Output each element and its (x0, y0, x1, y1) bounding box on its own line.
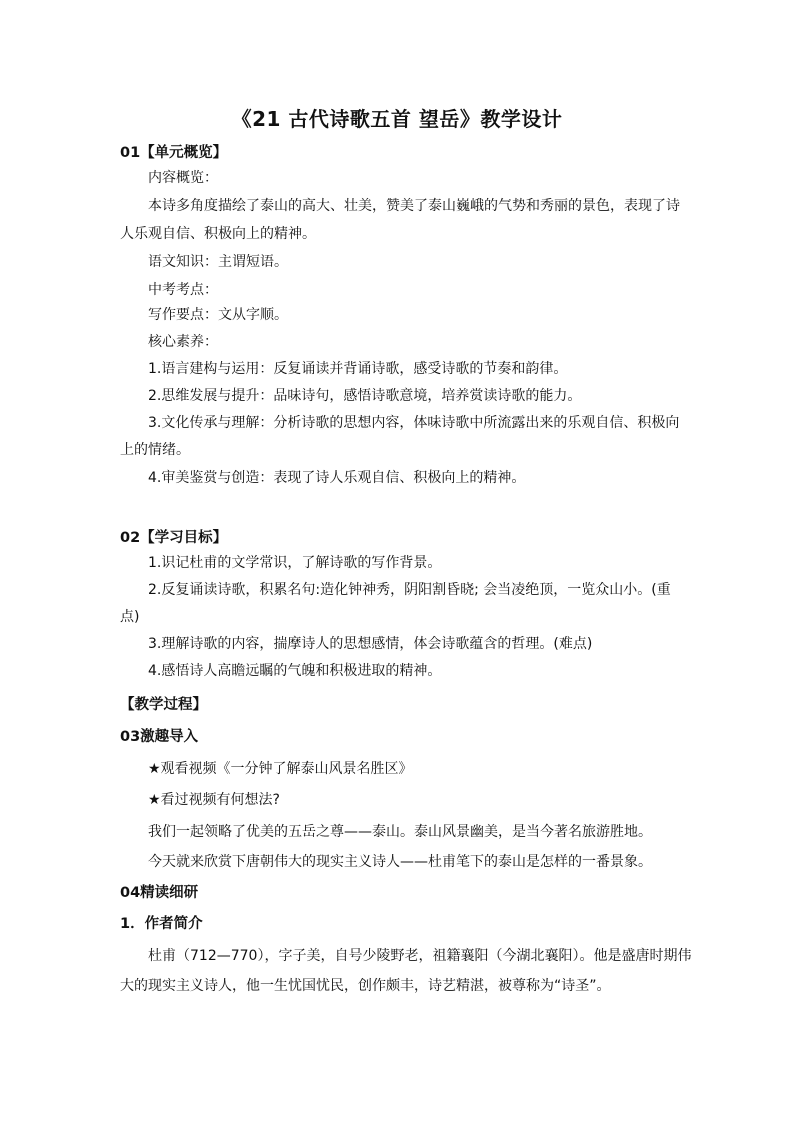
core-literacy-item-2: 2.思维发展与提升：品味诗句，感悟诗歌意境，培养赏读诗歌的能力。 (148, 388, 582, 404)
section-02-heading: 02【学习目标】 (120, 530, 228, 546)
core-literacy-label: 核心素养： (148, 334, 218, 350)
goal-3: 3.理解诗歌的内容，揣摩诗人的思想感情，体会诗歌蕴含的哲理。(难点) (148, 636, 593, 652)
author-intro-heading: 1．作者简介 (120, 916, 203, 932)
author-intro-line-1: 杜甫（712—770），字子美，自号少陵野老，祖籍襄阳（今湖北襄阳）。他是盛唐时期伟 (148, 948, 692, 964)
core-literacy-item-3-line-1: 3.文化传承与理解：分析诗歌的思想内容，体味诗歌中所流露出来的乐观自信、积极向 (148, 415, 680, 431)
author-intro-line-2: 大的现实主义诗人，他一生忧国忧民，创作颇丰，诗艺精湛，被尊称为“诗圣”。 (120, 978, 611, 994)
star-item-2: ★看过视频有何想法? (148, 792, 280, 808)
writing-points: 写作要点：文从字顺。 (148, 307, 288, 323)
section-04-heading: 04精读细研 (120, 885, 199, 901)
content-overview-line-1: 本诗多角度描绘了泰山的高大、壮美，赞美了泰山巍峨的气势和秀丽的景色，表现了诗 (148, 198, 680, 214)
core-literacy-item-3-line-2: 上的情绪。 (120, 442, 190, 458)
goal-4: 4.感悟诗人高瞻远瞩的气魄和积极进取的精神。 (148, 663, 442, 679)
goal-1: 1.识记杜甫的文学常识，了解诗歌的写作背景。 (148, 555, 442, 571)
intro-paragraph-1: 我们一起领略了优美的五岳之尊——泰山。泰山风景幽美，是当今著名旅游胜地。 (148, 824, 652, 840)
section-01-heading: 01【单元概览】 (120, 145, 228, 161)
teaching-process-heading: 【教学过程】 (120, 697, 207, 713)
core-literacy-item-4: 4.审美鉴赏与创造：表现了诗人乐观自信、积极向上的精神。 (148, 470, 526, 486)
intro-paragraph-2: 今天就来欣赏下唐朝伟大的现实主义诗人——杜甫笔下的泰山是怎样的一番景象。 (148, 854, 652, 870)
goal-2-line-2: 点) (120, 609, 140, 625)
core-literacy-item-1: 1.语言建构与运用：反复诵读并背诵诗歌，感受诗歌的节奏和韵律。 (148, 361, 568, 377)
document-title: 《21 古代诗歌五首 望岳》教学设计 (231, 107, 563, 131)
content-overview-line-2: 人乐观自信、积极向上的精神。 (120, 226, 316, 242)
goal-2-line-1: 2.反复诵读诗歌，积累名句:造化钟神秀，阴阳割昏晓; 会当凌绝顶，一览众山小。(重 (148, 582, 671, 598)
language-knowledge: 语文知识：主谓短语。 (148, 254, 288, 270)
section-03-heading: 03激趣导入 (120, 729, 199, 745)
content-overview-label: 内容概览： (148, 170, 218, 186)
star-item-1: ★观看视频《一分钟了解泰山风景名胜区》 (148, 761, 413, 777)
exam-points: 中考考点： (148, 282, 218, 298)
